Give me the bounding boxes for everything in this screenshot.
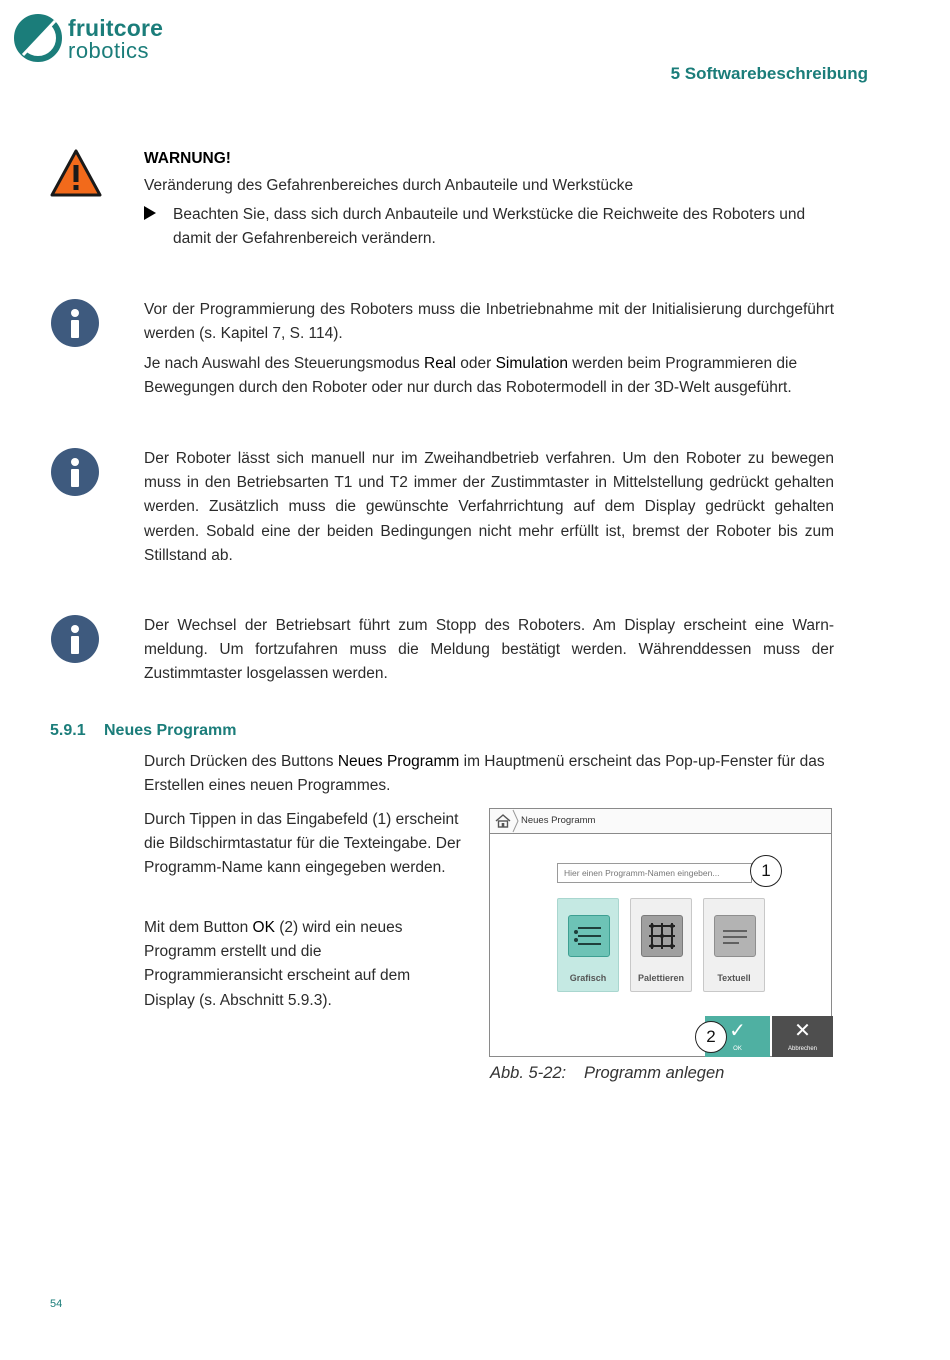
- new-program-dialog-screenshot: [489, 808, 832, 1057]
- section-number: 5.9.1: [50, 722, 86, 739]
- dialog-breadcrumb: Neues Programm: [521, 815, 596, 826]
- ok-button-text: OK: [733, 1046, 742, 1052]
- figure-caption-number: Abb. 5-22:: [490, 1064, 567, 1082]
- callout-marker-1: 1: [750, 855, 782, 887]
- callout-marker-2: 2: [695, 1021, 727, 1053]
- info2-paragraph: Der Roboter lässt sich manuell nur im Zweihandbetrieb verfahren. Um den Roboter zu bewegen muss in den Betriebsarten T1 und T2 immer der Zustimmtaster in Mittelstellung gedrückt gehalten werden. Zusätzlich muss die gewünschte Verfahrrichtung auf dem Display gedrückt gehalten werden. Sobald eine der beiden Bedingungen nicht mehr erfüllt ist, bremst der Roboter bis zum Stillstand ab.: [144, 450, 834, 564]
- breadcrumb-separator-icon: [512, 809, 520, 833]
- dialog-topbar: [490, 809, 831, 834]
- p2-text: (2) wird ein neues Programm erstellt und die Programmieransicht erscheint auf dem Display (s. Abschnitt 5.9.3).: [144, 919, 411, 1009]
- cancel-button-text: Abbrechen: [787, 1046, 818, 1052]
- section-title: Neues Programm: [104, 722, 237, 739]
- ok-button-label: OK: [252, 919, 275, 936]
- logo-wordmark-line2: robotics: [68, 38, 150, 63]
- info1-text: oder: [455, 355, 496, 372]
- home-icon[interactable]: [494, 813, 512, 829]
- info1-text: Je nach Auswahl des Steuerungsmodus: [144, 355, 425, 372]
- section-paragraph1: Durch Tippen in das Eingabefeld (1) erscheint die Bildschirmtastatur für die Texteingabe. Der Programm-Name kann eingegeben werden.: [144, 811, 461, 877]
- warning-bullet-line2: damit der Gefahrenbereich verändern.: [173, 230, 436, 248]
- program-name-input[interactable]: [557, 863, 752, 883]
- checkmark-icon: ✓: [729, 1020, 746, 1042]
- chapter-heading: 5 Softwarebeschreibung: [670, 64, 868, 83]
- section-paragraph2: [144, 916, 444, 1013]
- info-icon: [51, 448, 99, 496]
- intro-text: Durch Drücken des Buttons: [144, 753, 338, 770]
- warning-subtitle: Veränderung des Gefahrenbereiches durch Anbauteile und Werkstücke: [144, 177, 634, 194]
- info1-text: werden beim Programmieren die Bewegungen durch den Roboter oder nur durch das Robotermodell in der 3D-Welt ausgeführt.: [144, 355, 798, 397]
- warning-bullet-text: [173, 203, 853, 251]
- intro-text: im Hauptmenü erscheint das Pop-up-Fenster für das Erstellen eines neuen Programmes.: [144, 753, 825, 795]
- page-number: 54: [50, 1298, 63, 1310]
- mode-simulation-label: Simulation: [495, 355, 568, 372]
- card-palettieren[interactable]: [630, 898, 692, 992]
- warning-triangle-icon: [49, 148, 103, 198]
- section-intro: [144, 750, 874, 798]
- fruitcore-logo: [13, 13, 65, 65]
- list-icon: [568, 915, 610, 957]
- info-icon: [51, 615, 99, 663]
- logo-wordmark-line1: fruitcore: [68, 15, 164, 41]
- new-program-button-label: Neues Programm: [337, 753, 460, 770]
- text-lines-icon: [714, 915, 756, 957]
- card-grafisch[interactable]: [557, 898, 619, 992]
- info1-paragraph1: Vor der Programmierung des Roboters muss die Inbetriebnahme mit der Initialisierung durchgeführt werden (s. Kapitel 7, S. 114).: [144, 301, 834, 343]
- card-label: Grafisch: [569, 973, 607, 983]
- warning-title: WARNUNG!: [144, 150, 231, 167]
- figure-caption-text: Programm anlegen: [584, 1064, 725, 1082]
- mode-real-label: Real: [424, 355, 456, 372]
- card-textuell[interactable]: [703, 898, 765, 992]
- grid-icon: [641, 915, 683, 957]
- program-name-placeholder: Hier einen Programm-Namen eingeben...: [564, 868, 720, 878]
- card-label: Textuell: [717, 973, 751, 983]
- p2-text: Mit dem Button: [144, 919, 253, 936]
- card-label: Palettieren: [637, 973, 685, 983]
- info3-paragraph: Der Wechsel der Betriebsart führt zum Stopp des Roboters. Am Display erscheint eine Warn-meldung. Um fortzufahren muss die Meldung bestätigt werden. Währenddessen muss der Zustimmtaster losgelassen werden.: [144, 617, 834, 683]
- bullet-arrow-icon: [144, 206, 156, 220]
- info-icon: [51, 299, 99, 347]
- close-icon: ✕: [794, 1020, 811, 1042]
- cancel-button[interactable]: [772, 1016, 833, 1057]
- warning-bullet-line1: Beachten Sie, dass sich durch Anbauteile und Werkstücke die Reichweite des Roboters und: [173, 206, 806, 223]
- info1-paragraph2: [144, 352, 834, 400]
